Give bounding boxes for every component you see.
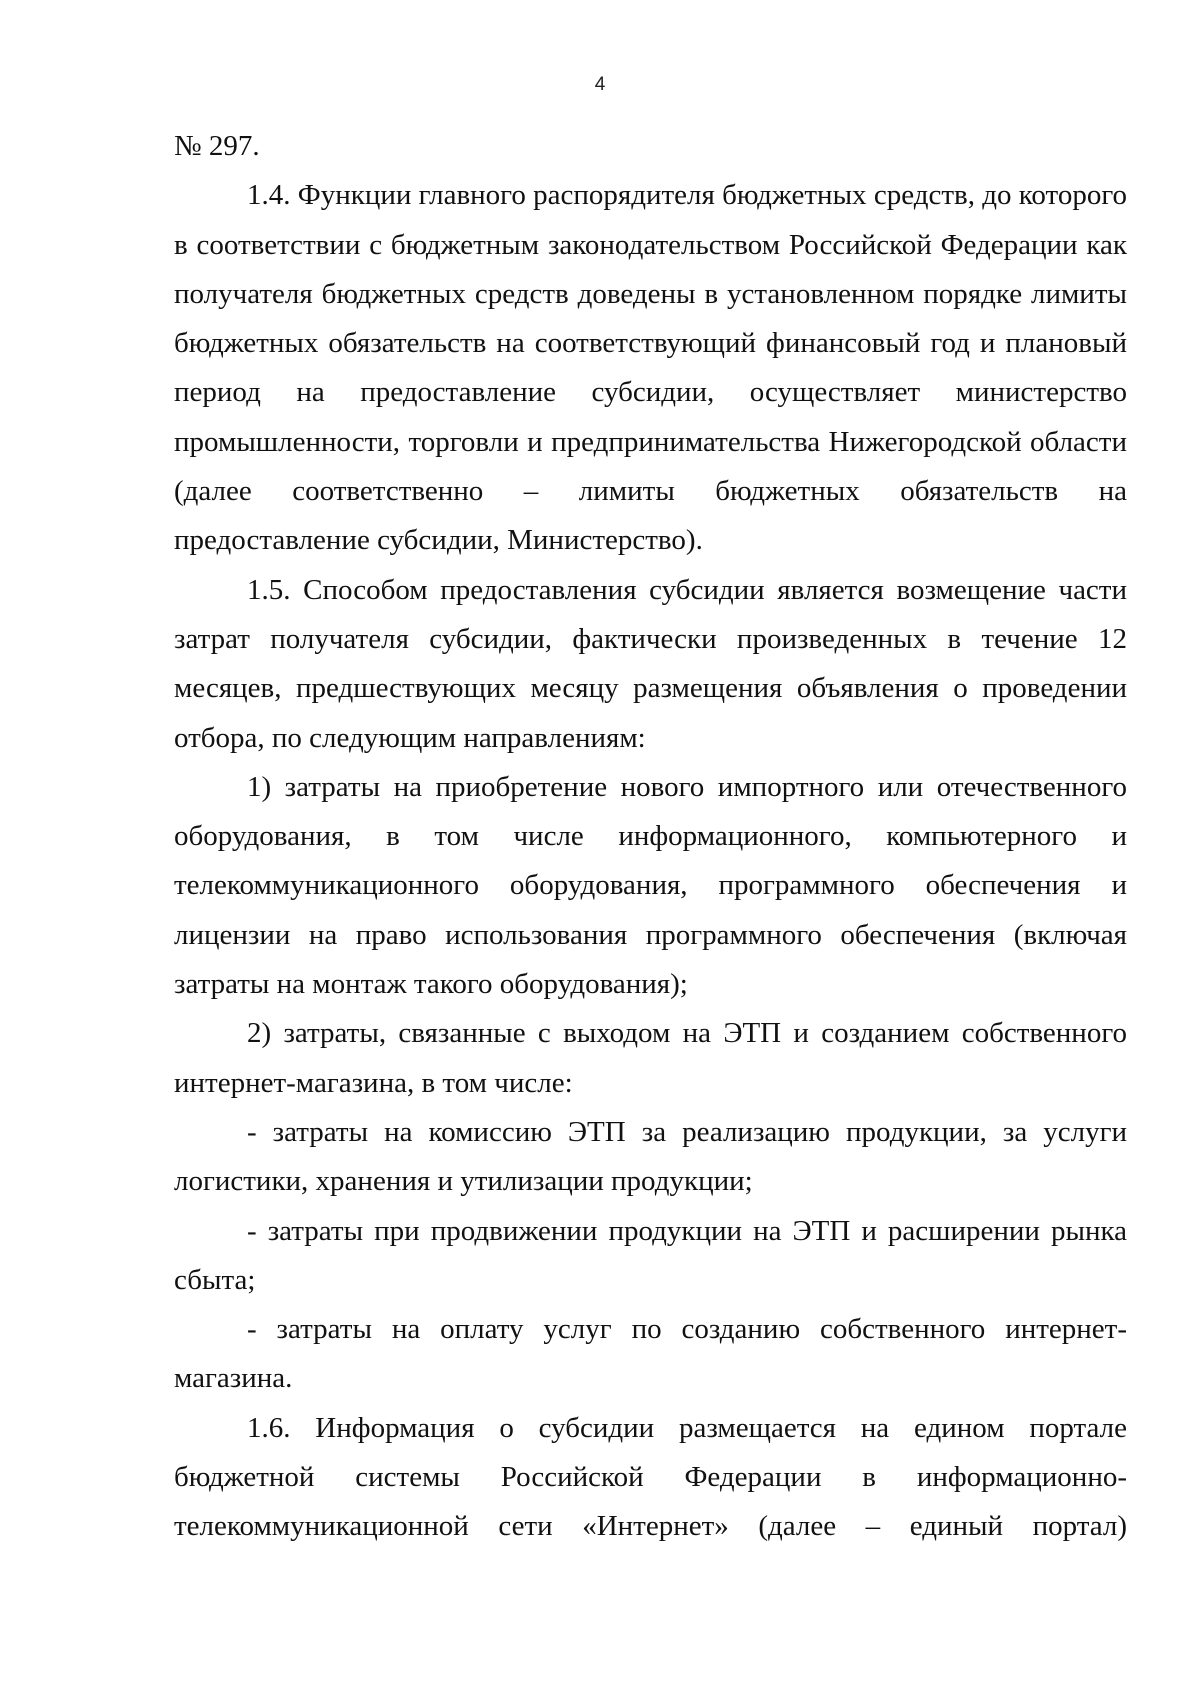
document-body — [174, 122, 1127, 1543]
paragraph-1-5: 1.5. Способом предоставления субсидии является возмещение части затрат получателя субсидии, фактически произведенных в течение 12 месяцев, предшествующих месяцу размещения объявления о проведении отбора, по следующим направлениям: — [174, 573, 1127, 754]
page-number: 4 — [594, 74, 606, 95]
list-item-1: 1) затраты на приобретение нового импортного или отечественного оборудования, в том числе информационного, компьютерного и телекоммуникационного оборудования, программного обеспечения и лицензии на право использования программного обеспечения (включая затраты на монтаж такого оборудования); — [174, 770, 1127, 1001]
paragraph-1-6: 1.6. Информация о субсидии размещается на едином портале бюджетной системы Российской Федерации в информационно-телекоммуникационной сети «Интернет» (далее – единый портал) — [174, 1411, 1127, 1543]
sub-item-online-store: - затраты на оплату услуг по созданию собственного интернет-магазина. — [174, 1313, 1127, 1395]
sub-item-promotion: - затраты при продвижении продукции на ЭТП и расширении рынка сбыта; — [174, 1214, 1127, 1296]
paragraph-order-number: № 297. — [174, 130, 260, 162]
paragraph-1-4: 1.4. Функции главного распорядителя бюджетных средств, до которого в соответствии с бюджетным законодательством Российской Федерации как получателя бюджетных средств доведены в установленном порядке лимиты бюджетных обязательств на соответствующий финансовый год и плановый период на предоставление субсидии, осуществляет министерство промышленности, торговли и предпринимательства Нижегородской области (далее соответственно – лимиты бюджетных обязательств на предоставление субсидии, Министерство). — [174, 179, 1127, 557]
list-item-2: 2) затраты, связанные с выходом на ЭТП и созданием собственного интернет-магазина, в том числе: — [174, 1017, 1127, 1099]
sub-item-commission: - затраты на комиссию ЭТП за реализацию продукции, за услуги логистики, хранения и утилизации продукции; — [174, 1115, 1127, 1198]
